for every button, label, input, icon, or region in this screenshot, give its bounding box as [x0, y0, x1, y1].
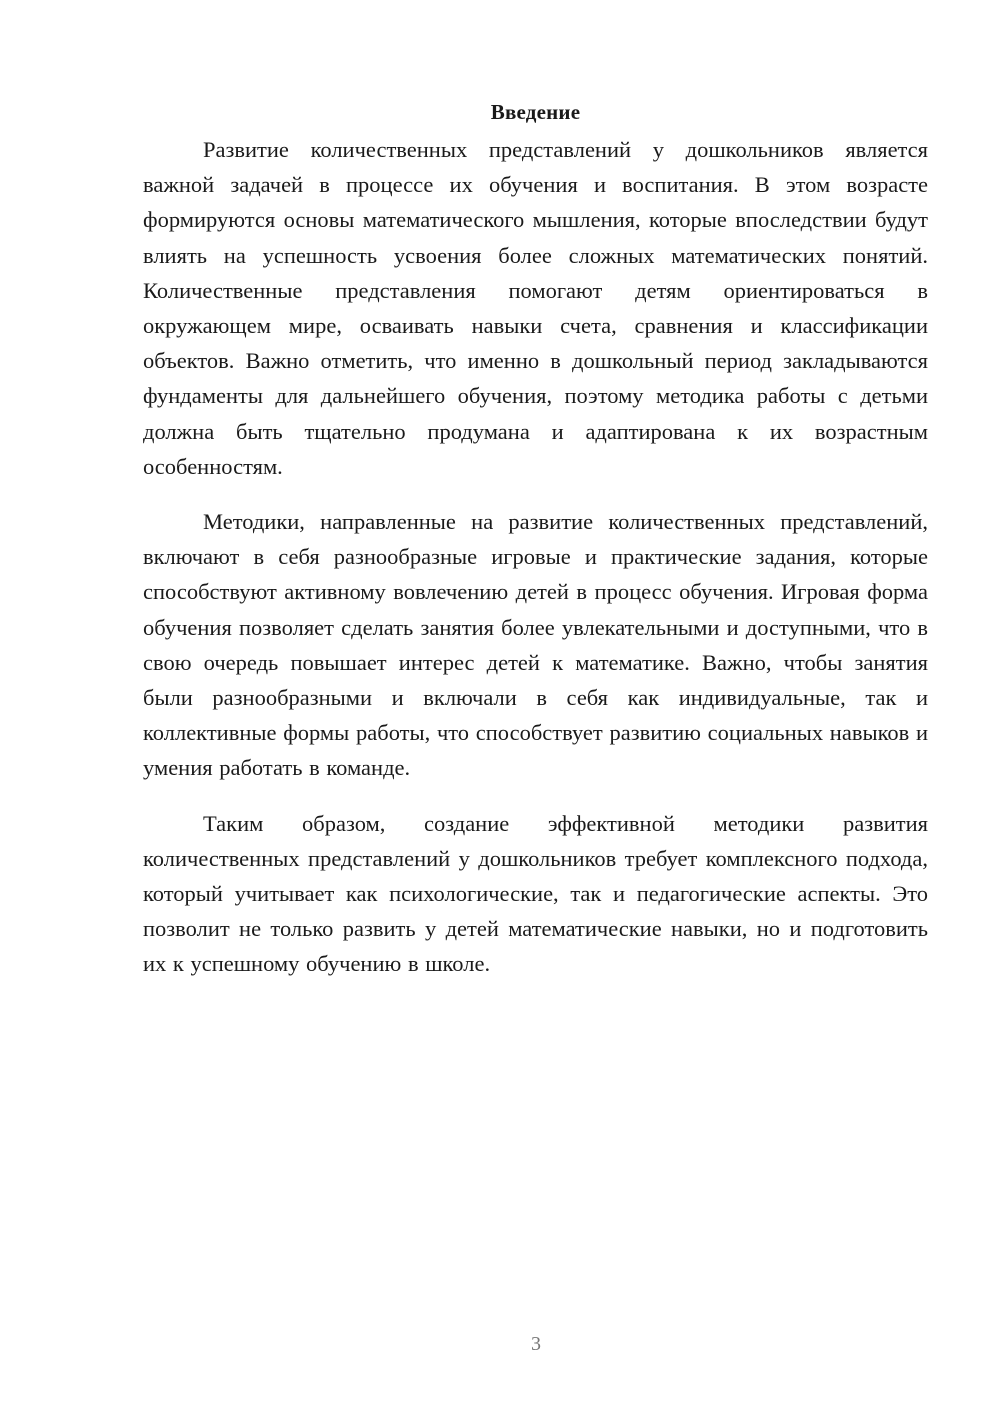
page-content [143, 92, 928, 1002]
paragraph-3: Таким образом, создание эффективной методики развития количественных представлений у дошкольников требует комплексного подхода, который учитывает как психологические, так и педагогические аспекты. Это позволит не только развить у детей математические навыки, но и подготовить их к успешному обучению в школе. [143, 810, 928, 977]
page-number: 3 [531, 1333, 541, 1355]
paragraph-2: Методики, направленные на развитие количественных представлений, включают в себя разнообразные игровые и практические задания, которые способствуют активному вовлечению детей в процесс обучения. Игровая форма обучения позволяет сделать занятия более увлекательными и доступными, что в свою очередь повышает интерес детей к математике. Важно, чтобы занятия были разнообразными и включали в себя как индивидуальные, так и коллективные формы работы, что способствует развитию социальных навыков и умения работать в команде. [143, 509, 928, 781]
page-title: Введение [490, 100, 581, 124]
paragraph-1: Развитие количественных представлений у дошкольников является важной задачей в процессе их обучения и воспитания. В этом возрасте формируются основы математического мышления, которые впоследствии будут влиять на успешность усвоения более сложных математических понятий. Количественные представления помогают детям ориентироваться в окружающем мире, осваивать навыки счета, сравнения и классификации объектов. Важно отметить, что именно в дошкольный период закладываются фундаменты для дальнейшего обучения, поэтому методика работы с детьми должна быть тщательно продумана и адаптирована к их возрастным особенностям. [143, 137, 928, 479]
